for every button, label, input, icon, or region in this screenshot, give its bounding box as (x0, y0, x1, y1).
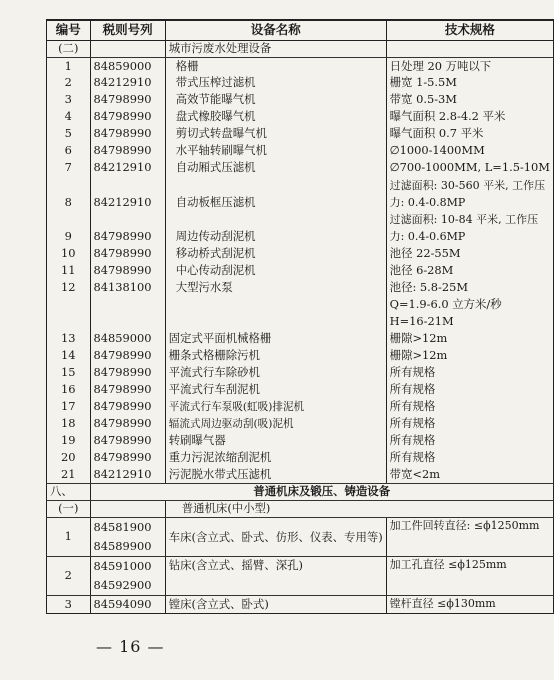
cell-spec (386, 41, 553, 58)
table-row: 5 84798990 剪切式转盘曝气机 曝气面积 0.7 平米 (47, 126, 554, 143)
table-row: 1 84581900 84589900 车床(含立式、卧式、仿形、仪表、专用等) 加工件回转直径: ≤ϕ1250mm (47, 518, 554, 557)
section-title: 普通机床及锻压、铸造设备 (90, 484, 554, 501)
table-row: 21 84212910 污泥脱水带式压滤机 带宽<2m (47, 467, 554, 484)
table-row: 15 84798990 平流式行车除砂机 所有规格 (47, 365, 554, 382)
table-row: 2 84212910 带式压榨过滤机 栅宽 1-5.5M (47, 75, 554, 92)
table-row: 16 84798990 平流式行车刮泥机 所有规格 (47, 382, 554, 399)
header-spec: 技术规格 (386, 20, 553, 41)
table-row: 10 84798990 移动桥式刮泥机 池径 22-55M (47, 246, 554, 263)
subsection-row (47, 501, 554, 518)
table-row: 12 84138100 大型污水泵 池径: 5.8-25M (47, 280, 554, 297)
header-tariff-code: 税则号列 (90, 20, 165, 41)
table-row: 11 84798990 中心传动刮泥机 池径 6-28M (47, 263, 554, 280)
table-row: 2 84591000 84592900 钻床(含立式、摇臂、深孔) 加工孔直径 ≤ϕ125mm (47, 557, 554, 596)
table-row: 6 84798990 水平轴转刷曝气机 ∅1000-1400MM (47, 143, 554, 160)
table-row: 7 84212910 自动厢式压滤机 ∅700-1000MM, L=1.5-10M (47, 160, 554, 177)
subsection-title: 普通机床(中小型) (165, 501, 553, 518)
equipment-spec-table (46, 19, 554, 614)
header-number: 编号 (47, 20, 91, 41)
page-number: — 16 — (96, 637, 165, 656)
table-header (47, 20, 554, 41)
cell-code (90, 41, 165, 58)
section-row (47, 484, 554, 501)
table-row: 18 84798990 辐流式周边驱动刮(吸)泥机 所有规格 (47, 416, 554, 433)
header-equipment-name: 设备名称 (165, 20, 386, 41)
cell-number: (二) (47, 41, 91, 58)
table-row: 9 84798990 周边传动刮泥机 (47, 229, 554, 246)
table-row: 20 84798990 重力污泥浓缩刮泥机 所有规格 (47, 450, 554, 467)
table-row: 3 84594090 镗床(含立式、卧式) 镗杆直径 ≤ϕ130mm (47, 596, 554, 614)
table-row: 17 84798990 平流式行车泵吸(虹吸)排泥机 所有规格 (47, 399, 554, 416)
table-row: 4 84798990 盘式橡胶曝气机 曝气面积 2.8-4.2 平米 (47, 109, 554, 126)
cell-name: 城市污废水处理设备 (165, 41, 386, 58)
table-row: 3 84798990 高效节能曝气机 带宽 0.5-3M (47, 92, 554, 109)
table-row: Q=1.9-6.0 立方米/秒 (47, 297, 554, 314)
cell-spec-multiline: 过滤面积: 30-560 平米, 工作压力: 0.4-0.8MP 过滤面积: 10-84 平米, 工作压力: 0.4-0.6MP (386, 177, 553, 246)
table-row: 14 84798990 栅条式格栅除污机 栅隙>12m (47, 348, 554, 365)
table-row: 8 84212910 自动板框压滤机 过滤面积: 30-560 平米, 工作压力: 0.4-0.8MP 过滤面积: 10-84 平米, 工作压力: 0.4-0.6MP (47, 177, 554, 229)
table-row (47, 41, 554, 58)
table-row: H=16-21M (47, 314, 554, 331)
table-row: 19 84798990 转刷曝气器 所有规格 (47, 433, 554, 450)
subsection-number: (一) (47, 501, 91, 518)
table-row: 1 84859000 格栅 日处理 20 万吨以下 (47, 58, 554, 75)
table-row: 13 84859000 固定式平面机械格栅 栅隙>12m (47, 331, 554, 348)
section-number: 八、 (47, 484, 91, 501)
